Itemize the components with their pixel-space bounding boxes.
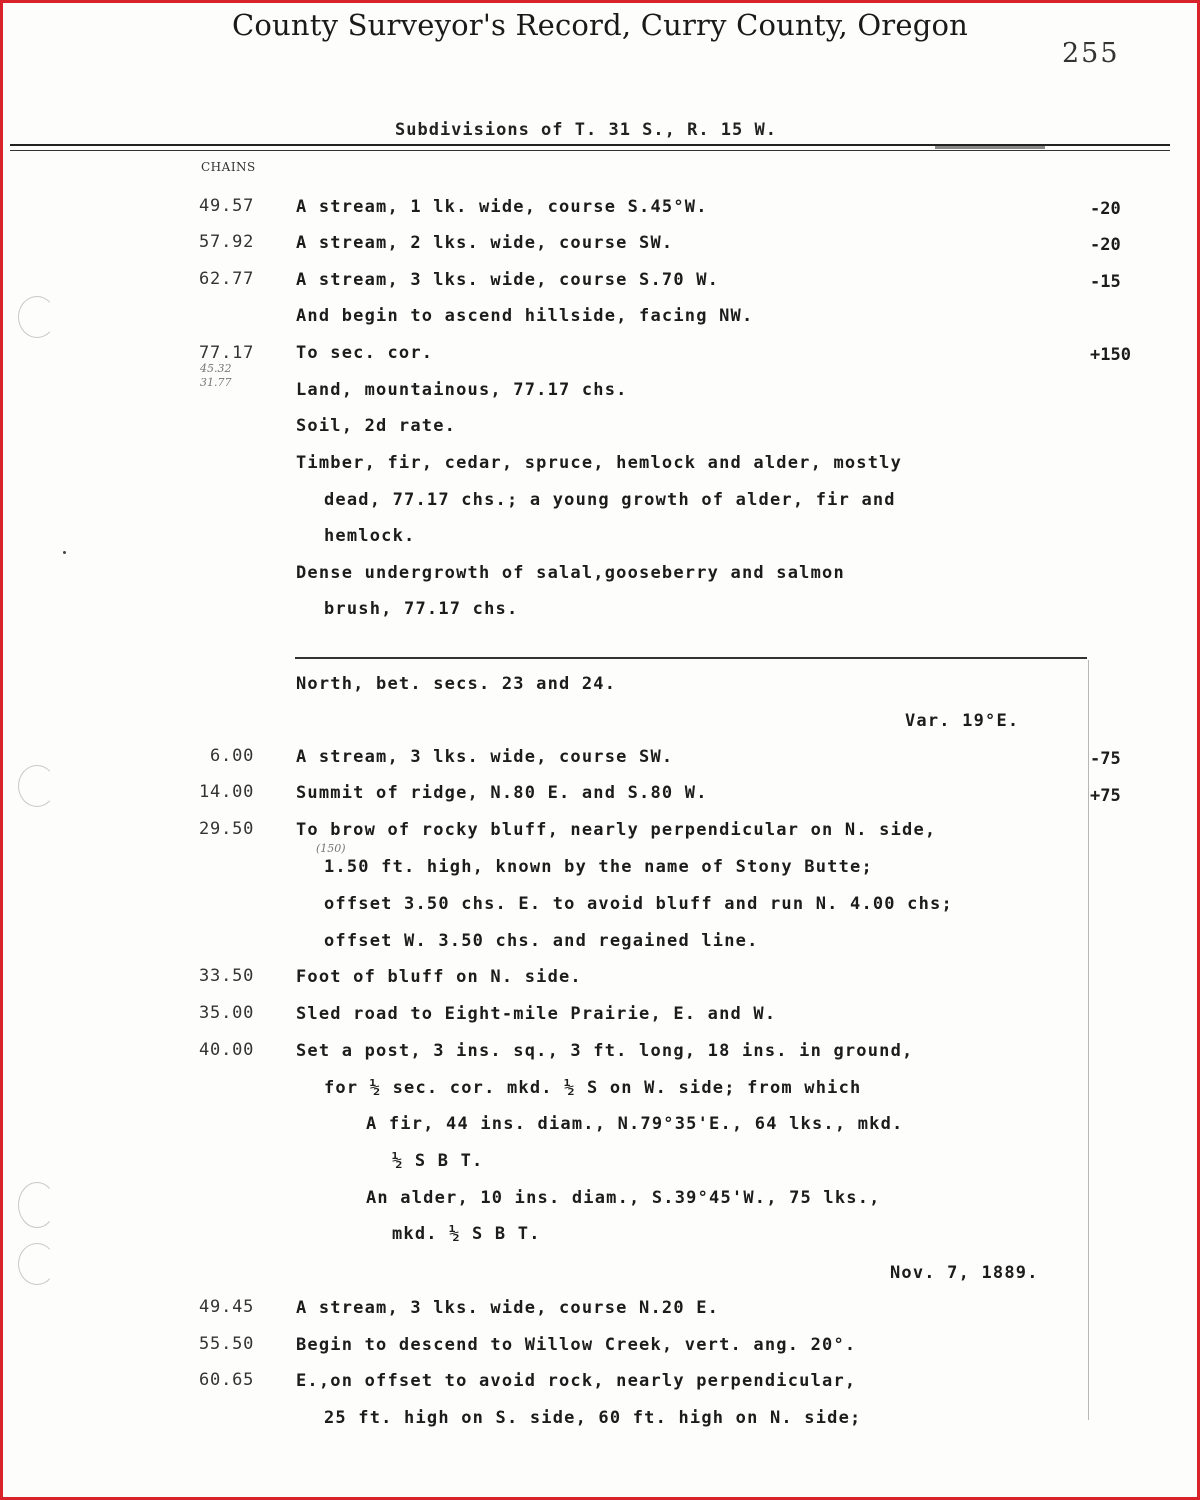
section-subtitle: Subdivisions of T. 31 S., R. 15 W. (395, 120, 777, 140)
entry-text: And begin to ascend hillside, facing NW. (296, 306, 754, 326)
chain-value: 49.57 (199, 196, 255, 216)
entry-text: offset 3.50 chs. E. to avoid bluff and run N. 4.00 chs; (324, 894, 953, 914)
chain-value: 57.92 (199, 232, 255, 252)
entry-text: Soil, 2d rate. (296, 416, 457, 436)
bearing-tree-mark: mkd. ½ S B T. (392, 1224, 541, 1244)
entry-text: 1.50 ft. high, known by the name of Stony Butte; (324, 857, 873, 877)
section-heading: North, bet. secs. 23 and 24. (296, 674, 617, 694)
entry-text: Set a post, 3 ins. sq., 3 ft. long, 18 ins. in ground, (296, 1041, 914, 1061)
page-title: County Surveyor's Record, Curry County, Oregon (231, 8, 969, 42)
elevation-column-rule (1088, 660, 1089, 1420)
binder-hole-shadow (18, 765, 56, 807)
chain-value: 77.17 (199, 343, 255, 363)
entry-date: Nov. 7, 1889. (890, 1263, 1039, 1283)
entry-text: brush, 77.17 chs. (324, 599, 519, 619)
entry-text: for ½ sec. cor. mkd. ½ S on W. side; from which (324, 1078, 862, 1098)
printer-mark (935, 146, 1045, 149)
chain-value: 49.45 (199, 1297, 255, 1317)
entry-text: To brow of rocky bluff, nearly perpendicular on N. side, (296, 820, 937, 840)
chain-value: 35.00 (199, 1003, 255, 1023)
entry-text: Land, mountainous, 77.17 chs. (296, 380, 628, 400)
header-rule-secondary (10, 150, 1170, 151)
entry-text: dead, 77.17 chs.; a young growth of alder, fir and (324, 490, 896, 510)
entry-text: Timber, fir, cedar, spruce, hemlock and alder, mostly (296, 453, 903, 473)
page-number: 255 (1062, 38, 1120, 69)
chain-value: 6.00 (210, 746, 255, 766)
entry-text: 25 ft. high on S. side, 60 ft. high on N. side; (324, 1408, 862, 1428)
entry-text: Dense undergrowth of salal,gooseberry and salmon (296, 563, 845, 583)
variation-note: Var. 19°E. (905, 711, 1020, 731)
binder-hole-shadow (18, 296, 56, 338)
entry-text: Begin to descend to Willow Creek, vert. ang. 20°. (296, 1335, 857, 1355)
entry-text: A stream, 2 lks. wide, course SW. (296, 233, 674, 253)
entry-text: A stream, 3 lks. wide, course N.20 E. (296, 1298, 720, 1318)
section-divider (295, 657, 1087, 659)
bearing-tree-mark: ½ S B T. (392, 1151, 484, 1171)
bearing-tree-entry: A fir, 44 ins. diam., N.79°35'E., 64 lks., mkd. (366, 1114, 904, 1134)
chain-value: 60.65 (199, 1370, 255, 1390)
entry-text: A stream, 1 lk. wide, course S.45°W. (296, 197, 708, 217)
entry-text: hemlock. (324, 526, 416, 546)
margin-note: 31.77 (200, 376, 232, 389)
elevation-value: -15 (1090, 272, 1121, 292)
entry-text: To sec. cor. (296, 343, 434, 363)
handwritten-correction: (150) (316, 842, 346, 855)
chain-value: 40.00 (199, 1040, 255, 1060)
elevation-value: -20 (1090, 199, 1121, 219)
entry-text: Summit of ridge, N.80 E. and S.80 W. (296, 783, 708, 803)
page-speck (63, 551, 66, 554)
binder-hole-shadow (18, 1243, 56, 1285)
margin-note: 45.32 (200, 362, 232, 375)
entry-text: Foot of bluff on N. side. (296, 967, 582, 987)
bearing-tree-entry: An alder, 10 ins. diam., S.39°45'W., 75 lks., (366, 1188, 881, 1208)
elevation-value: +150 (1090, 345, 1131, 365)
chain-value: 62.77 (199, 269, 255, 289)
chains-column-label: CHAINS (201, 160, 256, 174)
entry-text: offset W. 3.50 chs. and regained line. (324, 931, 759, 951)
chain-value: 14.00 (199, 782, 255, 802)
chain-value: 55.50 (199, 1334, 255, 1354)
entry-text: E.,on offset to avoid rock, nearly perpendicular, (296, 1371, 857, 1391)
entry-text: A stream, 3 lks. wide, course S.70 W. (296, 270, 720, 290)
binder-hole-shadow (18, 1182, 56, 1228)
chain-value: 33.50 (199, 966, 255, 986)
elevation-value: -75 (1090, 749, 1121, 769)
entry-text: A stream, 3 lks. wide, course SW. (296, 747, 674, 767)
elevation-value: +75 (1090, 786, 1121, 806)
chain-value: 29.50 (199, 819, 255, 839)
elevation-value: -20 (1090, 235, 1121, 255)
entry-text: Sled road to Eight-mile Prairie, E. and W. (296, 1004, 777, 1024)
